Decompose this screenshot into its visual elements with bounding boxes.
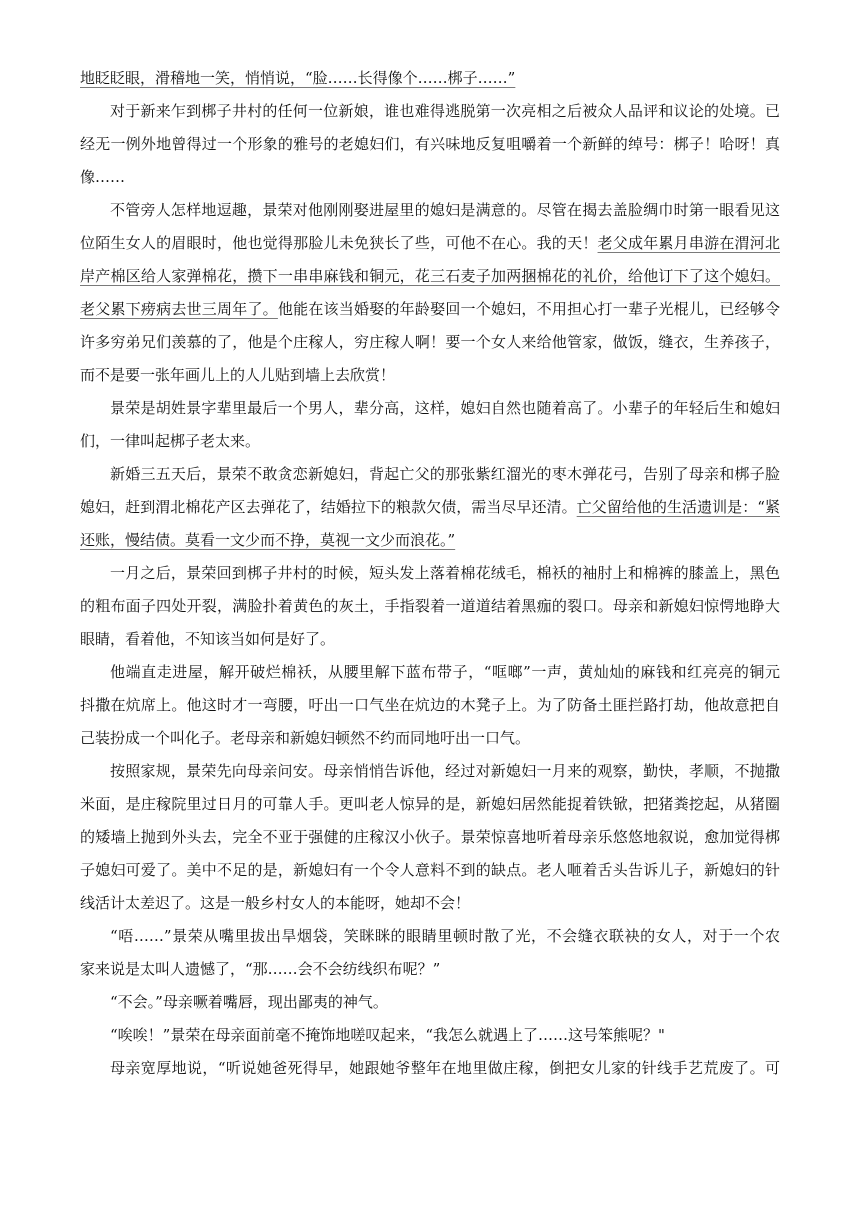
paragraph-3-line-2: [80, 232, 780, 254]
paragraph-2-line-1: [80, 100, 780, 122]
text-segment: 对于新来乍到梆子井村的任何一位新娘，谁也难得逃脱第一次亮相之后被众人品评和议论的处境。已: [110, 102, 780, 120]
paragraph-8-line-5: [80, 892, 780, 914]
text-segment: 新婚三五天后，景荣不敢贪恋新媳妇，背起亡父的那张紫红溜光的枣木弹花弓，告别了母亲和梆子脸: [110, 465, 780, 483]
paragraph-5-line-2: [80, 496, 780, 518]
underlined-text: 地眨眨眼，滑稽地一笑，悄悄说，“脸……长得像个……梆子……”: [80, 69, 516, 87]
paragraph-3-line-6: [80, 364, 780, 386]
paragraph-3-line-4: [80, 298, 780, 320]
text-segment: 米面，是庄稼院里过日月的可靠人手。更叫老人惊异的是，新媳妇居然能捉着铁锨，把猪粪挖起，从猪圈: [80, 795, 780, 813]
underlined-text: 还账，慢结债。莫看一文少而不挣，莫视一文少而浪花。”: [80, 531, 456, 549]
underlined-text: 老父成年累月串游在渭河北: [597, 234, 780, 252]
paragraph-4-line-1: [80, 397, 780, 419]
text-segment: 抖撒在炕席上。他这时才一弯腰，吁出一口气坐在炕边的木凳子上。为了防备土匪拦路打劫，他故意把自: [80, 696, 780, 714]
text-segment: 景荣是胡姓景字辈里最后一个男人，辈分高，这样，媳妇自然也随着高了。小辈子的年轻后生和媳妇: [110, 399, 780, 417]
text-segment: 一月之后，景荣回到梆子井村的时候，短头发上落着棉花绒毛，棉袄的袖肘上和棉裤的膝盖上，黑色: [110, 564, 780, 582]
text-segment: 不管旁人怎样地逗趣，景荣对他刚刚娶进屋里的媳妇是满意的。尽管在揭去盖脸绸巾时第一眼看见这: [110, 201, 780, 219]
text-segment: 家来说是太叫人遗憾了，“那……会不会纺线织布呢？”: [80, 960, 441, 978]
paragraph-3-line-1: [80, 199, 780, 221]
text-segment: 们，一律叫起梆子老太来。: [80, 432, 261, 450]
paragraph-7-line-3: [80, 727, 780, 749]
text-segment: 经无一例外地曾得过一个形象的雅号的老媳妇们，有兴味地反复咀嚼着一个新鲜的绰号：梆子！哈呀！真: [80, 135, 780, 153]
text-segment: 他能在该当婚娶的年龄娶回一个媳妇，不用担心打一辈子光棍儿，已经够令: [277, 300, 780, 318]
paragraph-8-line-1: [80, 760, 780, 782]
document-body: [80, 67, 780, 1090]
text-segment: “唉唉！”景荣在母亲面前毫不掩饰地嗟叹起来，“我怎么就遇上了……这号笨熊呢？": [110, 1026, 665, 1044]
paragraph-1-line-1: [80, 67, 780, 89]
text-segment: 的粗布面子四处开裂，满脸扑着黄色的灰土，手指裂着一道道结着黑痂的裂口。母亲和新媳妇惊愕地睁大: [80, 597, 780, 615]
text-segment: 位陌生女人的眉眼时，他也觉得那脸儿未免狭长了些，可他不在心。我的天！: [80, 234, 598, 252]
text-segment: 按照家规，景荣先向母亲问安。母亲悄悄告诉他，经过对新媳妇一月来的观察，勤快，孝顺，不抛撒: [110, 762, 780, 780]
underlined-text: 老父累下痨病去世三周年了。: [80, 300, 278, 318]
text-segment: 他端直走进屋，解开破烂棉袄，从腰里解下蓝布带子，“哐啷”一声，黄灿灿的麻钱和红亮亮的铜元: [110, 663, 780, 681]
text-segment: “唔……”景荣从嘴里拔出旱烟袋，笑眯眯的眼睛里顿时散了光，不会缝衣联袂的女人，对于一个农: [110, 927, 780, 945]
paragraph-10-line-1: [80, 991, 780, 1013]
paragraph-6-line-3: [80, 628, 780, 650]
text-segment: 子媳妇可爱了。美中不足的是，新媳妇有一个令人意料不到的缺点。老人咂着舌头告诉儿子，新媳妇的针: [80, 861, 780, 879]
paragraph-6-line-1: [80, 562, 780, 584]
text-segment: 己装扮成一个叫化子。老母亲和新媳妇顿然不约而同地吁出一口气。: [80, 729, 531, 747]
text-segment: 像……: [80, 168, 126, 186]
text-segment: 的矮墙上抛到外头去，完全不亚于强健的庄稼汉小伙子。景荣惊喜地听着母亲乐悠悠地叙说，愈加觉得梆: [80, 828, 780, 846]
paragraph-9-line-2: [80, 958, 780, 980]
text-segment: 媳妇，赶到渭北棉花产区去弹花了，结婚拉下的粮款欠债，需当尽早还清。: [80, 498, 577, 516]
paragraph-9-line-1: [80, 925, 780, 947]
paragraph-8-line-4: [80, 859, 780, 881]
paragraph-5-line-1: [80, 463, 780, 485]
paragraph-6-line-2: [80, 595, 780, 617]
paragraph-5-line-3: [80, 529, 780, 551]
paragraph-3-line-5: [80, 331, 780, 353]
paragraph-12-line-1: [80, 1057, 780, 1079]
underlined-text: 岸产棉区给人家弹棉花，攒下一串串麻钱和铜元，花三石麦子加两捆棉花的礼价，给他订下了这个媳妇。: [80, 267, 780, 285]
paragraph-8-line-3: [80, 826, 780, 848]
paragraph-3-line-3: [80, 265, 780, 287]
paragraph-4-line-2: [80, 430, 780, 452]
text-segment: “不会。”母亲噘着嘴唇，现出鄙夷的神气。: [110, 993, 388, 1011]
paragraph-2-line-3: [80, 166, 780, 188]
paragraph-8-line-2: [80, 793, 780, 815]
underlined-text: 亡父留给他的生活遗训是：“紧: [576, 498, 780, 516]
text-segment: 而不是要一张年画儿上的人儿贴到墙上去欣赏！: [80, 366, 396, 384]
paragraph-2-line-2: [80, 133, 780, 155]
paragraph-7-line-1: [80, 661, 780, 683]
text-segment: 许多穷弟兄们羡慕的了，他是个庄稼人，穷庄稼人啊！要一个女人来给他管家，做饭，缝衣，生养孩子，: [80, 333, 780, 351]
text-segment: 线活计太差迟了。这是一般乡村女人的本能呀，她却不会！: [80, 894, 471, 912]
paragraph-11-line-1: [80, 1024, 780, 1046]
text-segment: 眼睛，看着他，不知该当如何是好了。: [80, 630, 336, 648]
text-segment: 母亲宽厚地说，“听说她爸死得早，她跟她爷整年在地里做庄稼，倒把女儿家的针线手艺荒废了。可: [110, 1059, 780, 1077]
paragraph-7-line-2: [80, 694, 780, 716]
